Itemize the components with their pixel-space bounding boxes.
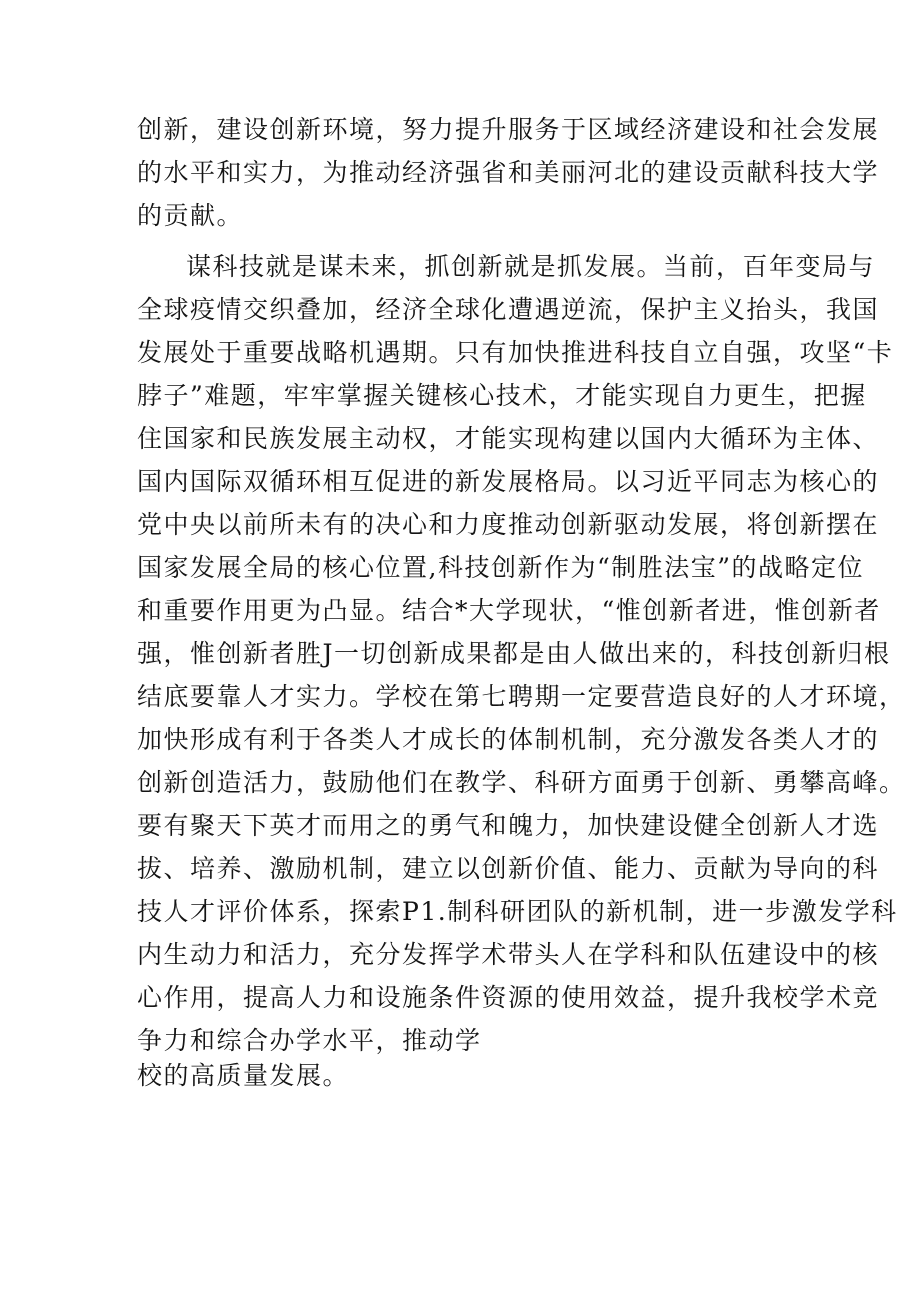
text-line: 和重要作用更为凸显。结合*大学现状，“惟创新者进，惟创新者 xyxy=(137,596,881,625)
text-line: 心作用，提高人力和设施条件资源的使用效益，提升我校学术竞 xyxy=(137,983,880,1012)
text-line: 脖子”难题，牢牢掌握关键核心技术，才能实现自力更生，把握 xyxy=(137,381,867,410)
paragraph-first-line: 谋科技就是谋未来，抓创新就是抓发展。当前，百年变局与 xyxy=(186,252,876,281)
text-line: 国家发展全局的核心位置,科技创新作为“制胜法宝”的战略定位 xyxy=(137,553,865,582)
text-line: 创新创造活力，鼓励他们在教学、科研方面勇于创新、勇攀高峰。 xyxy=(137,768,906,797)
text-line: 校的高质量发展。 xyxy=(137,1061,350,1090)
text-line: 争力和综合办学水平，推动学 xyxy=(137,1026,482,1055)
text-line: 国内国际双循环相互促进的新发展格局。以习近平同志为核心的 xyxy=(137,467,880,496)
text-line: 强，惟创新者胜J一切创新成果都是由人做出来的，科技创新归根 xyxy=(137,639,891,668)
text-line: 住国家和民族发展主动权，才能实现构建以国内大循环为主体、 xyxy=(137,424,880,453)
text-line: 党中央以前所未有的决心和力度推动创新驱动发展，将创新摆在 xyxy=(137,510,880,539)
text-line: 全球疫情交织叠加，经济全球化遭遇逆流，保护主义抬头，我国 xyxy=(137,295,880,324)
text-line: 发展处于重要战略机遇期。只有加快推进科技自立自强，攻坚“卡 xyxy=(137,338,894,367)
text-line: 创新，建设创新环境，努力提升服务于区域经济建设和社会发展 xyxy=(137,115,880,144)
text-line: 要有聚天下英才而用之的勇气和魄力，加快建设健全创新人才选 xyxy=(137,811,880,840)
text-line: 结底要靠人才实力。学校在第七聘期一定要营造良好的人才环境， xyxy=(137,682,906,711)
text-line: 拔、培养、激励机制，建立以创新价值、能力、贡献为导向的科 xyxy=(137,854,880,883)
text-line: 加快形成有利于各类人才成长的体制机制，充分激发各类人才的 xyxy=(137,725,880,754)
text-line: 技人才评价体系，探索P1.制科研团队的新机制，进一步激发学科 xyxy=(137,897,898,926)
text-line: 的贡献。 xyxy=(137,201,244,230)
text-line: 的水平和实力，为推动经济强省和美丽河北的建设贡献科技大学 xyxy=(137,158,880,187)
text-line: 内生动力和活力，充分发挥学术带头人在学科和队伍建设中的核 xyxy=(137,940,880,969)
